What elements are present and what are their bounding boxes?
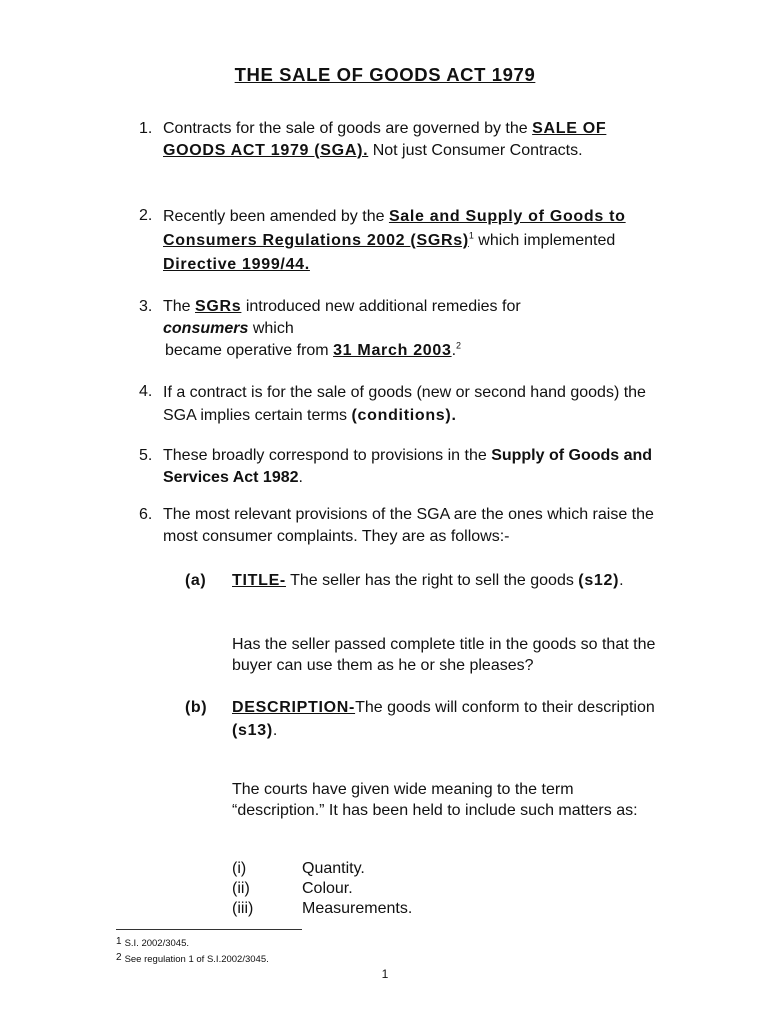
conditions-reference: (conditions). <box>351 407 457 424</box>
item-text: Recently been amended by the <box>163 208 389 225</box>
list-item-2 <box>139 205 659 277</box>
item-number: 6. <box>139 506 153 523</box>
footnote-text: S.I. 2002/3045. <box>124 938 190 949</box>
sub-item-label: (b) <box>185 699 208 716</box>
item-text: . <box>451 342 457 359</box>
list-item-5 <box>139 445 659 488</box>
item-number: 2. <box>139 207 153 224</box>
item-number: 4. <box>139 383 153 400</box>
item-text: . <box>298 468 303 486</box>
sub-item-b-paragraph: The courts have given wide meaning to the term “description.” It has been held to include such matters as: <box>232 781 638 819</box>
list-item-text: Quantity. <box>302 860 365 877</box>
list-item-text: Measurements. <box>302 900 413 917</box>
footnote-number: 1 <box>116 936 122 947</box>
list-item-6 <box>139 504 659 547</box>
directive-reference: Directive 1999/44. <box>163 256 310 273</box>
item-text: became operative from <box>165 342 334 359</box>
footnote-2 <box>116 952 269 965</box>
roman-numeral: (ii) <box>232 880 250 897</box>
item-number: 3. <box>139 298 153 315</box>
list-item-1 <box>139 118 659 161</box>
sub-item-text: . <box>619 572 624 589</box>
item-text: The most relevant provisions of the SGA are the ones which raise the most consumer complaints. They are as follows:- <box>163 506 654 545</box>
footnote-text: See regulation 1 of S.I.2002/3045. <box>124 954 269 965</box>
item-text: Not just Consumer Contracts. <box>368 141 583 159</box>
roman-numeral: (iii) <box>232 900 254 917</box>
list-item-3 <box>139 296 659 362</box>
footnote-divider <box>116 929 302 930</box>
item-text: The <box>163 298 196 315</box>
sub-item-heading: TITLE- <box>232 572 286 589</box>
sub-item-label: (a) <box>185 572 207 589</box>
sub-item-a <box>185 569 655 592</box>
date-reference: 31 March 2003 <box>333 342 452 359</box>
item-text: If a contract is for the sale of goods (new or second hand goods) the SGA implies certain terms <box>163 384 646 424</box>
item-text: which <box>248 319 294 337</box>
sub-item-text: . <box>272 722 278 739</box>
page-number: 1 <box>381 967 389 981</box>
item-text: introduced new additional remedies for <box>241 298 521 315</box>
act-reference: Supply of Goods and Services Act 1982 <box>163 447 653 486</box>
item-text: Contracts for the sale of goods are governed by the <box>163 120 533 137</box>
footnote-marker: 1 <box>468 230 474 241</box>
footnote-1 <box>116 936 189 949</box>
sub-item-heading: DESCRIPTION- <box>232 699 356 716</box>
section-reference: (s12) <box>578 572 620 589</box>
item-text: These broadly correspond to provisions in the <box>163 447 492 464</box>
sub-item-text: The seller has the right to sell the goods <box>285 572 579 589</box>
sub-item-a-paragraph: Has the seller passed complete title in the goods so that the buyer can use them as he or she pleases? <box>232 636 656 674</box>
list-item-4 <box>139 381 659 427</box>
item-number: 1. <box>139 120 153 137</box>
sub-item-b <box>185 696 655 742</box>
act-reference: SALE OF GOODS ACT 1979 (SGA). <box>163 120 607 159</box>
consumers-emphasis: consumers <box>163 319 249 337</box>
section-reference: (s13) <box>232 722 273 739</box>
footnote-number: 2 <box>116 952 122 963</box>
footnote-marker: 2 <box>456 340 462 351</box>
sgrs-reference: SGRs <box>195 298 242 315</box>
roman-numeral: (i) <box>232 860 247 877</box>
item-text: which implemented <box>473 232 616 249</box>
sub-item-text: The goods will conform to their description <box>355 699 655 716</box>
regulations-reference: Sale and Supply of Goods to Consumers Regulations 2002 (SGRs) <box>163 208 626 249</box>
document-title: THE SALE OF GOODS ACT 1979 <box>234 64 536 85</box>
list-item-text: Colour. <box>302 880 353 897</box>
item-number: 5. <box>139 447 153 464</box>
